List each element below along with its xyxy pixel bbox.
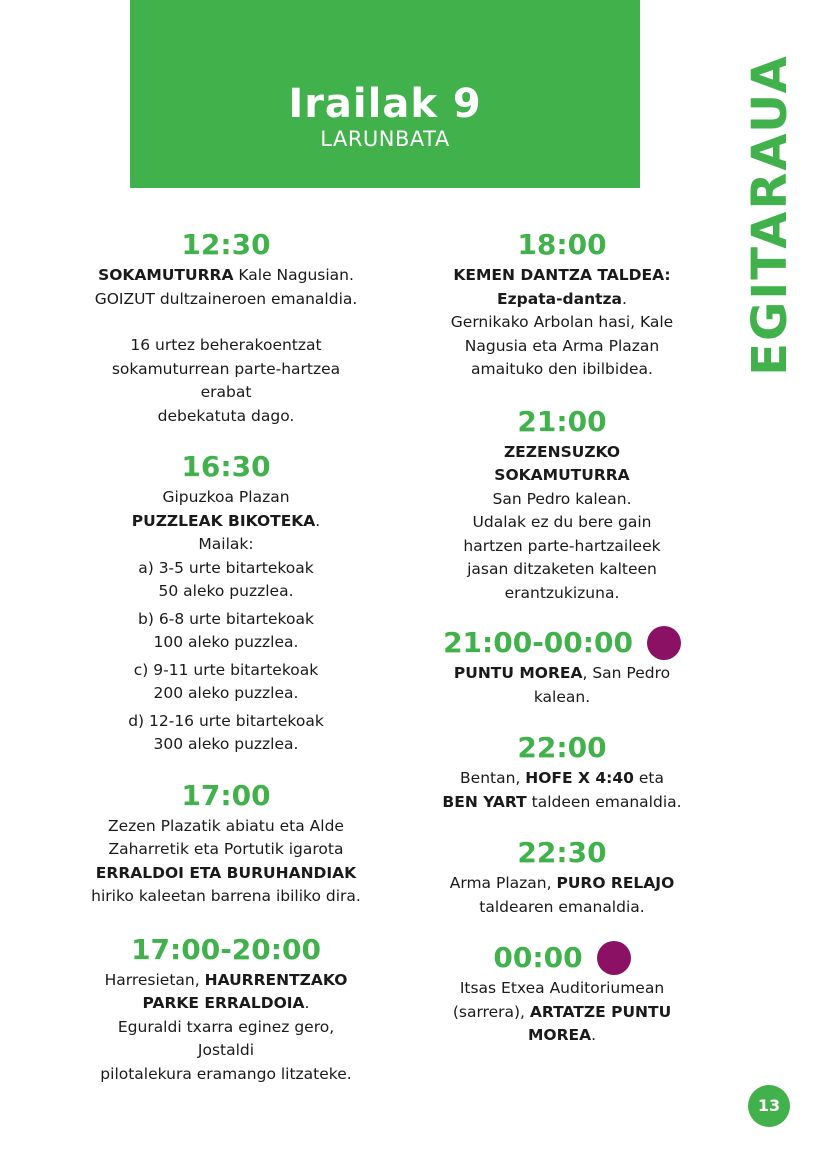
event-highlight: KEMEN DANTZA TALDEA: <box>453 266 671 284</box>
schedule-event <box>88 777 364 909</box>
event-highlight: PUZZLEAK BIKOTEKA <box>131 511 316 530</box>
event-text: hartzen parte-hartzaileek <box>463 536 661 555</box>
event-text: pilotalekura eramango litzateke. <box>100 1064 352 1083</box>
event-line <box>88 486 364 510</box>
event-line <box>88 358 364 405</box>
event-line <box>88 608 364 632</box>
event-highlight: Ezpata-dantza <box>497 289 622 308</box>
event-highlight: ZEZENSUZKO SOKAMUTURRA <box>494 442 630 484</box>
event-line <box>436 335 688 359</box>
event-text: a) 3-5 urte bitartekoak <box>138 558 314 577</box>
event-text: 200 aleko puzzlea. <box>153 684 299 702</box>
event-line <box>436 288 688 312</box>
event-highlight: BEN YART <box>442 792 527 811</box>
event-highlight: ARTATZE PUNTU <box>529 1002 672 1021</box>
event-line <box>88 533 364 557</box>
event-text: amaituko den ibilbidea. <box>471 360 653 378</box>
event-text: Gipuzkoa Plazan <box>162 488 290 506</box>
event-time-text: 00:00 <box>493 941 583 974</box>
event-time <box>436 226 688 264</box>
event-text: Udalak ez du bere gain <box>472 513 652 531</box>
event-line <box>88 631 364 655</box>
schedule-event <box>436 939 688 1048</box>
event-text: Harresietan, <box>104 970 205 989</box>
event-text: hiriko kaleetan barrena ibiliko dira. <box>91 887 361 905</box>
schedule-event <box>436 403 688 606</box>
event-text: Kale Nagusian. <box>233 266 354 284</box>
event-highlight: HAURRENTZAKO <box>204 970 348 989</box>
event-text: 100 aleko puzzlea. <box>153 633 299 651</box>
event-line <box>88 659 364 683</box>
event-line <box>436 558 688 582</box>
schedule-event <box>436 226 688 382</box>
event-time-text: 21:00-00:00 <box>443 626 633 659</box>
event-text: Nagusia eta Arma Plazan <box>464 336 660 355</box>
event-text: GOIZUT dultzaineroen emanaldia. <box>94 289 358 308</box>
event-highlight: PARKE ERRALDOIA <box>142 994 305 1012</box>
schedule-column-right <box>436 226 688 1048</box>
event-text: . <box>622 289 627 308</box>
event-line <box>88 580 364 604</box>
event-time <box>88 931 364 969</box>
schedule-column-left <box>88 226 364 1086</box>
event-line <box>88 1063 364 1087</box>
event-line <box>88 334 364 358</box>
event-text: jasan ditzaketen kalteen <box>467 560 657 578</box>
side-label: EGITARAUA <box>742 54 798 376</box>
event-text: c) 9-11 urte bitartekoak <box>133 660 319 679</box>
event-line <box>436 896 688 920</box>
event-text: b) 6-8 urte bitartekoak <box>138 609 314 628</box>
purple-point-icon <box>647 626 681 660</box>
event-time-text: 21:00 <box>517 404 607 438</box>
event-time <box>436 624 688 662</box>
event-text: taldearen emanaldia. <box>479 897 645 916</box>
event-text: sokamuturrean parte-hartzea erabat <box>111 359 341 401</box>
schedule-event <box>436 834 688 919</box>
event-text: Mailak: <box>198 535 254 553</box>
event-time-text: 17:00 <box>181 778 271 812</box>
event-line <box>88 311 364 334</box>
event-text: . <box>304 994 310 1012</box>
event-text: Zezen Plazatik abiatu eta Alde <box>108 816 344 835</box>
event-text: Gernikako Arbolan hasi, Kale <box>450 313 674 331</box>
schedule-event <box>88 931 364 1087</box>
event-text: 300 aleko puzzlea. <box>153 735 299 753</box>
event-text: eta <box>633 769 664 787</box>
schedule-event <box>88 226 364 428</box>
event-highlight: HOFE X 4:40 <box>525 769 634 787</box>
event-line <box>436 1024 688 1048</box>
event-text: d) 12-16 urte bitartekoak <box>128 711 324 730</box>
event-text: 50 aleko puzzlea. <box>158 582 294 600</box>
event-line <box>436 767 688 791</box>
event-time <box>436 403 688 441</box>
event-highlight: ERRALDOI ETA BURUHANDIAK <box>95 863 357 882</box>
event-line <box>88 710 364 734</box>
page-number: 13 <box>748 1085 790 1127</box>
date-title: Irailak 9 <box>288 81 482 127</box>
event-text: (sarrera), <box>452 1002 530 1021</box>
event-highlight: PURO RELAJO <box>556 874 675 892</box>
event-text: taldeen emanaldia. <box>526 792 682 811</box>
schedule-event <box>436 729 688 814</box>
event-line <box>88 510 364 534</box>
event-line <box>436 358 688 382</box>
event-line <box>88 862 364 886</box>
event-line <box>436 311 688 335</box>
event-line <box>88 682 364 706</box>
event-text: , San Pedro <box>582 664 671 682</box>
event-line <box>436 441 688 488</box>
purple-point-icon <box>597 941 631 975</box>
event-time-text: 12:30 <box>181 228 271 261</box>
weekday-subtitle: LARUNBATA <box>320 127 450 151</box>
event-line <box>436 872 688 896</box>
date-header <box>130 0 640 188</box>
event-line <box>88 264 364 288</box>
event-line <box>436 686 688 710</box>
event-time-text: 16:30 <box>181 450 271 483</box>
event-time <box>88 226 364 264</box>
event-line <box>436 1001 688 1025</box>
event-text: kalean. <box>533 687 591 706</box>
side-label-container <box>742 30 798 400</box>
event-line <box>88 288 364 312</box>
event-text: erantzukizuna. <box>504 583 620 602</box>
event-highlight: SOKAMUTURRA <box>98 266 234 284</box>
event-line <box>436 511 688 535</box>
event-time <box>436 834 688 872</box>
event-text: Bentan, <box>460 769 526 787</box>
event-time <box>436 939 688 977</box>
event-line <box>436 488 688 512</box>
event-line <box>88 1016 364 1063</box>
event-line <box>436 662 688 686</box>
event-line <box>88 815 364 839</box>
event-line <box>436 264 688 288</box>
event-time-text: 18:00 <box>517 228 607 261</box>
event-line <box>436 791 688 815</box>
event-time <box>88 777 364 815</box>
event-time-text: 22:30 <box>517 836 607 869</box>
event-text: San Pedro kalean. <box>492 489 632 508</box>
event-text: Eguraldi txarra eginez gero, Jostaldi <box>117 1017 335 1059</box>
event-text: debekatuta dago. <box>157 406 295 425</box>
event-text: . <box>315 511 321 530</box>
event-time-text: 17:00-20:00 <box>131 932 321 966</box>
event-time-text: 22:00 <box>517 731 607 764</box>
event-text: 16 urtez beherakoentzat <box>130 336 322 354</box>
event-line <box>88 992 364 1016</box>
event-line <box>88 733 364 757</box>
event-line <box>88 838 364 862</box>
event-line <box>436 582 688 606</box>
event-highlight: MOREA <box>527 1026 592 1044</box>
event-text: Zaharretik eta Portutik igarota <box>108 840 344 858</box>
event-time <box>436 729 688 767</box>
event-time <box>88 448 364 486</box>
event-line <box>88 405 364 429</box>
event-line <box>88 885 364 909</box>
event-text: Itsas Etxea Auditoriumean <box>459 979 665 997</box>
schedule-event <box>88 448 364 757</box>
event-line <box>88 557 364 581</box>
event-highlight: PUNTU MOREA <box>453 664 583 682</box>
event-line <box>436 977 688 1001</box>
event-line <box>88 969 364 993</box>
schedule-event <box>436 624 688 709</box>
event-text: . <box>591 1026 597 1044</box>
event-line <box>436 535 688 559</box>
event-text: Arma Plazan, <box>449 874 557 892</box>
